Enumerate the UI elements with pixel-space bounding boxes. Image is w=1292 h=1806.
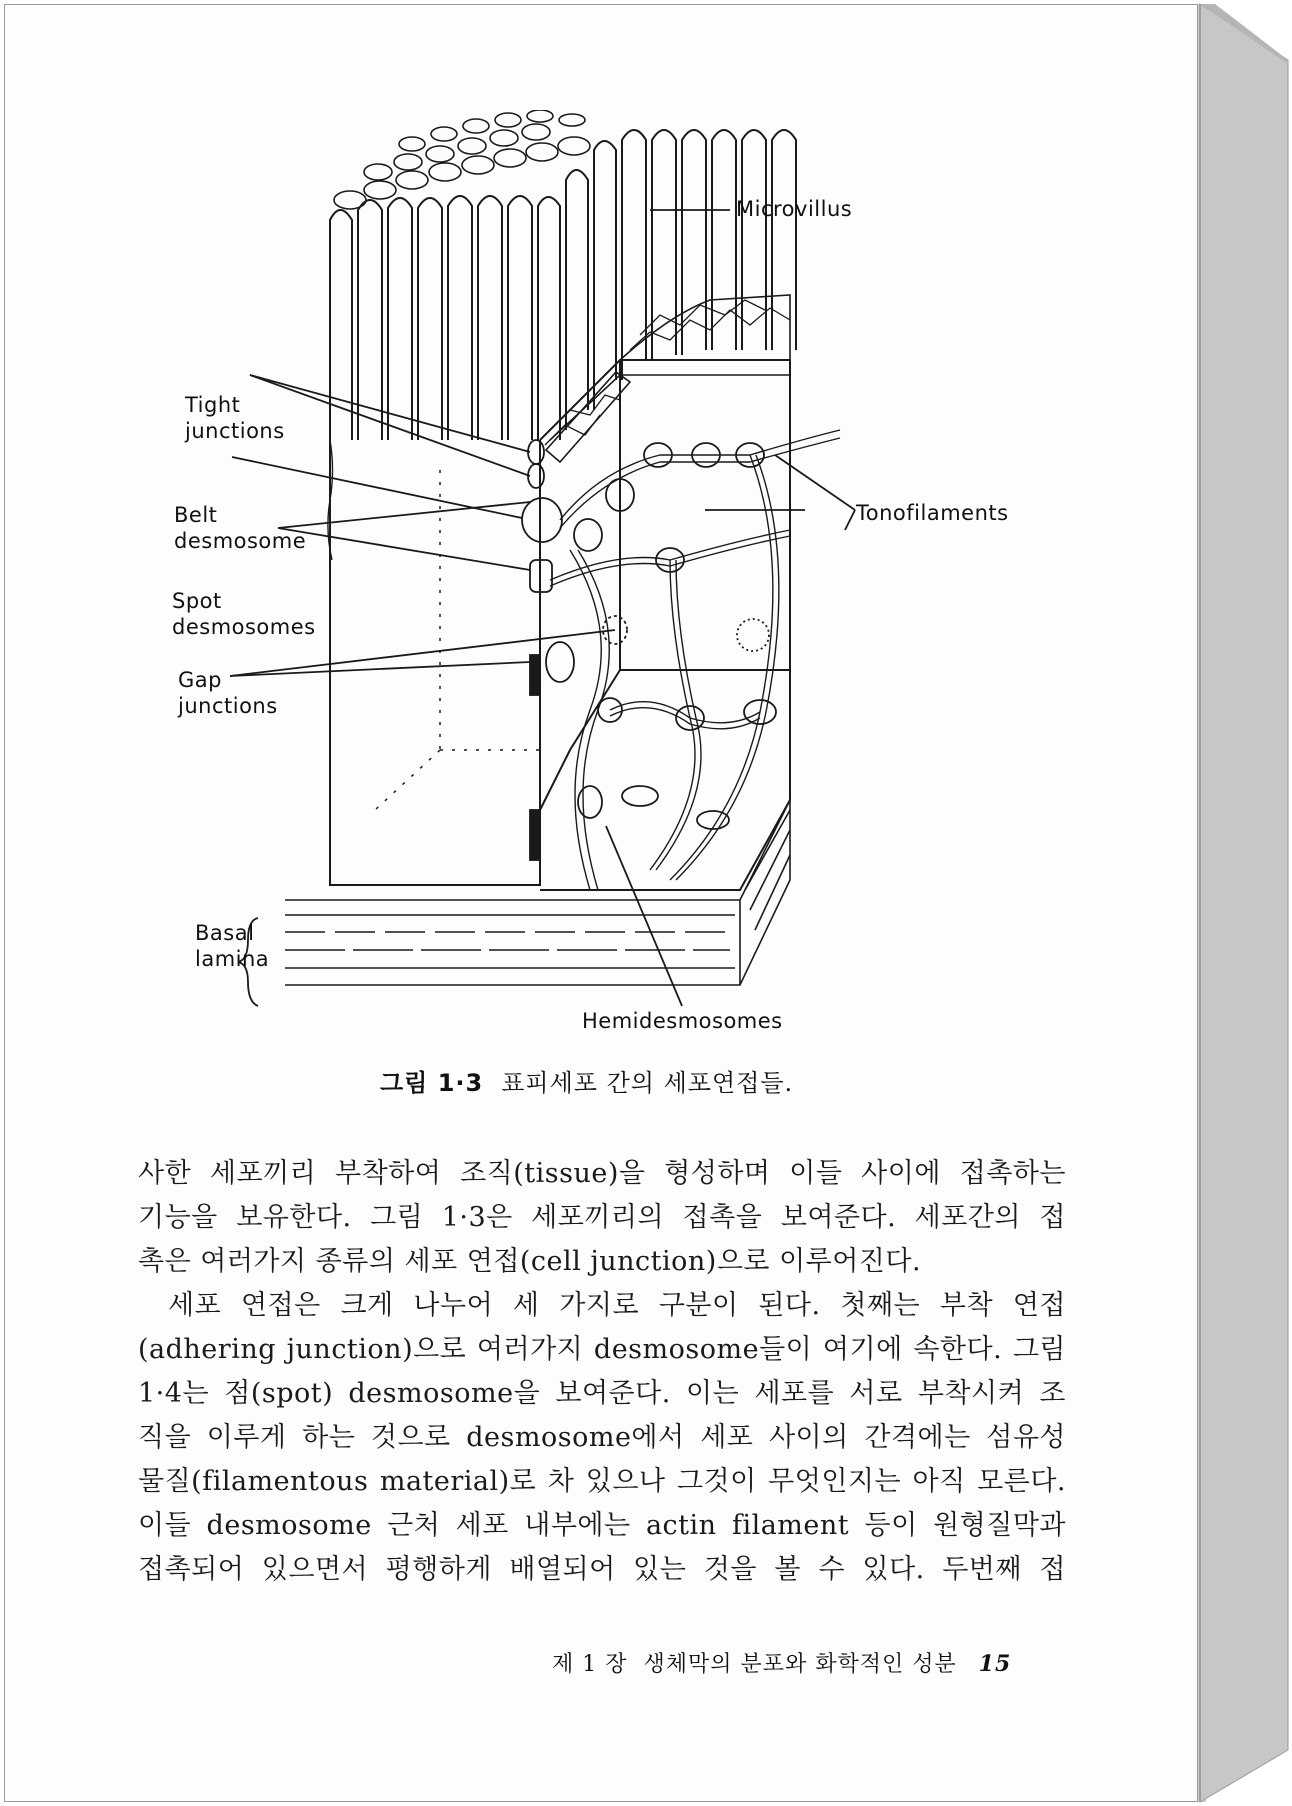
label-microvillus: Microvillus <box>736 197 853 221</box>
label-belt-desmosome: Belt desmosome <box>174 503 307 553</box>
label-spot-desmosomes: Spot desmosomes <box>172 589 316 639</box>
page-number: 15 <box>978 1651 1012 1677</box>
body-line: 세포 연접은 크게 나누어 세 가지로 구분이 된다. 첫째는 부착 연접 <box>168 1290 1066 1321</box>
body-line: 1·4는 점(spot) desmosome을 보여준다. 이는 세포를 서로 부착시켜 조 <box>138 1378 1066 1409</box>
body-line: (adhering junction)으로 여러가지 desmosome들이 여기에 속한다. 그림 <box>138 1334 1066 1365</box>
label-gap-junctions: Gap junctions <box>178 668 278 718</box>
caption-text: 표피세포 간의 세포연접들. <box>501 1069 794 1097</box>
label-basal-lamina: Basal lamina <box>195 921 270 971</box>
body-line: 직을 이루게 하는 것으로 desmosome에서 세포 사이의 간격에는 섬유성 <box>138 1422 1066 1453</box>
body-line: 기능을 보유한다. 그림 1·3은 세포끼리의 접촉을 보여준다. 세포간의 접 <box>138 1202 1066 1233</box>
body-line: 사한 세포끼리 부착하여 조직(tissue)을 형성하며 이들 사이에 접촉하는 <box>138 1158 1066 1189</box>
body-line: 이들 desmosome 근처 세포 내부에는 actin filament 등이 원형질막과 <box>138 1510 1066 1541</box>
label-tonofilaments: Tonofilaments <box>856 501 1009 525</box>
figure-caption <box>380 1063 793 1098</box>
chapter-title: 제 1 장 생체막의 분포와 화학적인 성분 <box>552 1652 957 1677</box>
body-paragraphs <box>138 1152 1066 1592</box>
body-line: 접촉되어 있으면서 평행하게 배열되어 있는 것을 볼 수 있다. 두번째 접 <box>138 1554 1066 1585</box>
body-line: 촉은 여러가지 종류의 세포 연접(cell junction)으로 이루어진다. <box>138 1246 922 1277</box>
microvilli-front <box>330 130 796 440</box>
tonofilaments <box>550 430 840 890</box>
microvilli-top-surface <box>334 110 590 209</box>
epithelial-cell-diagram <box>150 110 1070 1040</box>
page-footer <box>552 1647 1011 1678</box>
label-hemidesmosomes: Hemidesmosomes <box>582 1009 783 1033</box>
cell-junction-figure <box>150 110 1070 1040</box>
label-tight-junctions: Tight junctions <box>185 393 285 443</box>
junction-structures <box>522 440 776 860</box>
body-line: 물질(filamentous material)로 차 있으나 그것이 무엇인지는 아직 모른다. <box>138 1466 1066 1497</box>
caption-number: 그림 1·3 <box>380 1069 484 1097</box>
